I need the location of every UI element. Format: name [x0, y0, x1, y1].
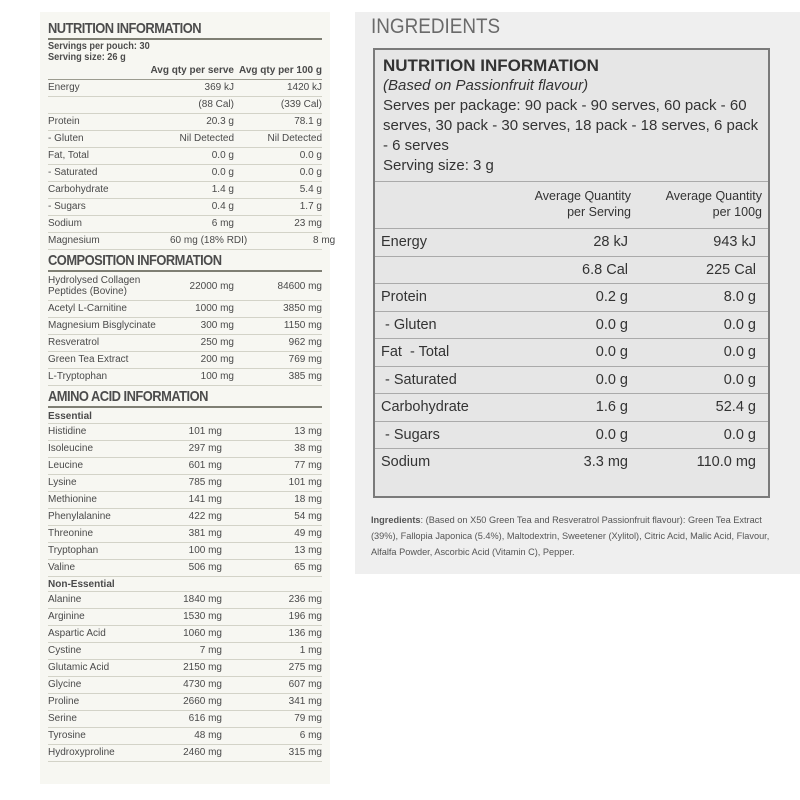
essential-per-serve: 785 mg: [188, 477, 222, 488]
composition-per-serve: 100 mg: [200, 371, 234, 382]
essential-per-100: 77 mg: [294, 460, 322, 471]
composition-rule: [48, 270, 322, 272]
nutrition-per-serve: 369 kJ: [204, 82, 234, 93]
nutrition-box: [373, 48, 770, 498]
nutrition-per-serve: 0.4 g: [211, 201, 234, 212]
composition-per-100: 1150 mg: [283, 320, 322, 331]
box-per-serve: 0.0 g: [595, 344, 628, 361]
nutrition-row: [48, 97, 322, 114]
ingredients-list: : (Based on X50 Green Tea and Resveratrol Passionfruit flavour): Green Tea Extract (39%), Fallopia Japonica (5.4%), Maltodextrin, Sweetener (Xylitol), Citric Acid, Malic Acid, Flavour, Alfalfa Powder, Ascorbic Acid (Vitamin C), Pepper.: [371, 515, 770, 557]
nonessential-per-100: 607 mg: [288, 679, 322, 690]
nutrition-row: [48, 131, 322, 148]
nutrition-row: [48, 148, 322, 165]
box-per-serve: 0.0 g: [595, 316, 628, 333]
nonessential-label: Serine: [48, 713, 77, 724]
box-per-serve: 0.0 g: [595, 371, 628, 388]
nonessential-per-100: 1 mg: [299, 645, 322, 656]
box-header-100: [631, 188, 762, 220]
serves-text: Serves per package: 90 pack - 90 serves, 60 pack - 60 serves, 30 pack - 30 serves, 18 pack - 18 serves, 6 pack - 6 serves: [383, 97, 759, 154]
essential-row: [48, 441, 322, 458]
nutrition-per-100: Nil Detected: [267, 133, 322, 144]
box-per-100: 8.0 g: [723, 289, 756, 306]
right-ingredients-panel: [355, 12, 800, 574]
nonessential-row: [48, 592, 322, 609]
nutrition-label: - Saturated: [48, 167, 98, 178]
essential-row: [48, 458, 322, 475]
essential-per-serve: 297 mg: [188, 443, 222, 454]
nutrition-per-100: 8 mg: [313, 235, 336, 246]
composition-label: L-Tryptophan: [48, 371, 108, 382]
box-row: [375, 283, 768, 311]
essential-per-serve: 422 mg: [188, 511, 222, 522]
nutrition-per-100: (339 Cal): [280, 99, 322, 110]
nonessential-per-serve: 2460 mg: [183, 747, 222, 758]
box-per-100: 0.0 g: [723, 316, 756, 333]
box-per-100: 943 kJ: [713, 234, 756, 251]
box-per-serve: 3.3 mg: [583, 454, 628, 471]
box-label: Protein: [381, 289, 427, 306]
composition-per-serve: 22000 mg: [189, 280, 234, 292]
nonessential-per-100: 275 mg: [288, 662, 322, 673]
nutrition-per-serve: 0.0 g: [211, 167, 234, 178]
nutrition-per-serve: 60 mg (18% RDI): [170, 235, 248, 246]
box-per-serve: 0.0 g: [595, 426, 628, 443]
nonessential-rows: [48, 592, 322, 762]
nutrition-per-100: 78.1 g: [294, 116, 322, 127]
nonessential-row: [48, 694, 322, 711]
nutrition-row: [48, 199, 322, 216]
nonessential-per-100: 136 mg: [288, 628, 322, 639]
essential-label: Phenylalanine: [48, 511, 111, 522]
box-row: [375, 366, 768, 394]
title-rule: [48, 38, 322, 40]
nutrition-row: [48, 182, 322, 199]
essential-row: [48, 560, 322, 577]
box-row: [375, 228, 768, 256]
box-header-row: [375, 181, 768, 228]
nonessential-row: [48, 711, 322, 728]
nonessential-label: Tyrosine: [48, 730, 86, 741]
nutrition-per-100: 5.4 g: [299, 184, 322, 195]
essential-label: Histidine: [48, 426, 87, 437]
essential-per-100: 13 mg: [294, 545, 322, 556]
nonessential-per-100: 341 mg: [288, 696, 322, 707]
box-label: Fat - Total: [381, 344, 450, 361]
composition-per-100: 962 mg: [288, 337, 322, 348]
box-label: - Saturated: [381, 371, 457, 388]
composition-rows: [48, 273, 322, 386]
nutrition-per-100: 23 mg: [294, 218, 322, 229]
box-title: NUTRITION INFORMATION: [383, 56, 599, 75]
box-per-serve: 6.8 Cal: [582, 261, 628, 278]
serving-size-text: Serving size: 3 g: [383, 157, 494, 174]
composition-per-100: 3850 mg: [283, 303, 322, 314]
left-nutrition-panel: [40, 12, 336, 784]
nutrition-label: Magnesium: [48, 235, 100, 246]
composition-per-100: 84600 mg: [277, 280, 322, 292]
nonessential-per-serve: 1060 mg: [183, 628, 222, 639]
nutrition-per-serve: (88 Cal): [198, 99, 234, 110]
essential-row: [48, 475, 322, 492]
box-label: Carbohydrate: [381, 399, 469, 416]
essential-label: Tryptophan: [48, 545, 99, 556]
nonessential-per-serve: 7 mg: [199, 645, 222, 656]
box-per-serve: 28 kJ: [593, 234, 628, 251]
nutrition-per-serve: 20.3 g: [206, 116, 234, 127]
composition-label: Hydrolysed Collagen Peptides (Bovine): [48, 275, 141, 297]
essential-label: Essential: [48, 409, 322, 424]
box-row: [375, 393, 768, 421]
box-label: - Sugars: [381, 426, 440, 443]
box-header-blank: [375, 188, 501, 220]
ingredients-text: [371, 512, 791, 560]
nutrition-title: NUTRITION INFORMATION: [48, 20, 202, 37]
composition-per-serve: 200 mg: [200, 354, 234, 365]
box-per-100: 225 Cal: [706, 261, 756, 278]
composition-per-serve: 250 mg: [200, 337, 234, 348]
nonessential-label: Non-Essential: [48, 577, 322, 592]
nutrition-per-serve: 1.4 g: [211, 184, 234, 195]
header-per-serve: Avg qty per serve: [150, 65, 234, 76]
nonessential-per-serve: 4730 mg: [183, 679, 222, 690]
composition-per-serve: 300 mg: [200, 320, 234, 331]
nutrition-row: [48, 114, 322, 131]
nonessential-row: [48, 643, 322, 660]
nonessential-per-serve: 616 mg: [188, 713, 222, 724]
box-header-serving-line1: Average Quantity: [534, 189, 631, 203]
essential-per-100: 65 mg: [294, 562, 322, 573]
composition-row: [48, 352, 322, 369]
box-header-100-line2: per 100g: [712, 205, 762, 219]
amino-rule: [48, 406, 322, 408]
composition-row: [48, 369, 322, 386]
nonessential-row: [48, 677, 322, 694]
nutrition-label: - Sugars: [48, 201, 86, 212]
nutrition-row: [48, 233, 336, 250]
essential-per-100: 54 mg: [294, 511, 322, 522]
header-per-100g: Avg qty per 100 g: [239, 65, 322, 76]
nonessential-per-serve: 1530 mg: [183, 611, 222, 622]
nonessential-per-100: 196 mg: [288, 611, 322, 622]
nonessential-label: Hydroxyproline: [48, 747, 115, 758]
box-per-100: 0.0 g: [723, 371, 756, 388]
composition-label: Magnesium Bisglycinate: [48, 320, 156, 331]
composition-row: [48, 273, 322, 301]
nutrition-rows: [48, 80, 336, 250]
essential-rows: [48, 424, 322, 577]
box-label: - Gluten: [381, 316, 437, 333]
composition-per-100: 385 mg: [288, 371, 322, 382]
servings-per-pouch: Servings per pouch: 30: [48, 41, 150, 52]
nutrition-label: Protein: [48, 116, 80, 127]
box-header-serving: [501, 188, 631, 220]
nutrition-row: [48, 216, 322, 233]
essential-per-100: 13 mg: [294, 426, 322, 437]
nonessential-label: Proline: [48, 696, 80, 707]
nutrition-row: [48, 80, 322, 97]
essential-per-serve: 506 mg: [188, 562, 222, 573]
nonessential-per-serve: 2150 mg: [183, 662, 222, 673]
composition-row: [48, 301, 322, 318]
box-per-100: 0.0 g: [723, 426, 756, 443]
composition-title: COMPOSITION INFORMATION: [48, 252, 222, 269]
nonessential-row: [48, 626, 322, 643]
nutrition-row: [48, 165, 322, 182]
composition-per-serve: 1000 mg: [195, 303, 234, 314]
nonessential-per-100: 6 mg: [299, 730, 322, 741]
ingredients-heading: INGREDIENTS: [371, 15, 501, 38]
box-header-100-line1: Average Quantity: [665, 189, 762, 203]
nutrition-label: Sodium: [48, 218, 82, 229]
box-row: [375, 256, 768, 284]
box-per-100: 52.4 g: [715, 399, 756, 416]
essential-label: Methionine: [48, 494, 97, 505]
box-label: Sodium: [381, 454, 431, 471]
nutrition-per-100: 1.7 g: [299, 201, 322, 212]
header-blank: [48, 65, 140, 76]
nutrition-label: Energy: [48, 82, 80, 93]
composition-row: [48, 318, 322, 335]
nutrition-label: Fat, Total: [48, 150, 89, 161]
amino-title: AMINO ACID INFORMATION: [48, 388, 208, 405]
nutrition-per-100: 1420 kJ: [286, 82, 322, 93]
essential-per-100: 38 mg: [294, 443, 322, 454]
nonessential-per-serve: 48 mg: [194, 730, 222, 741]
nutrition-per-serve: Nil Detected: [179, 133, 234, 144]
nonessential-label: Glutamic Acid: [48, 662, 110, 673]
ingredients-label: Ingredients: [371, 515, 421, 525]
composition-label: Green Tea Extract: [48, 354, 129, 365]
nutrition-label: Carbohydrate: [48, 184, 109, 195]
box-per-serve: 1.6 g: [595, 399, 628, 416]
nutrition-per-serve: 0.0 g: [211, 150, 234, 161]
essential-row: [48, 492, 322, 509]
nonessential-label: Alanine: [48, 594, 82, 605]
nonessential-label: Cystine: [48, 645, 82, 656]
nutrition-per-100: 0.0 g: [299, 167, 322, 178]
nonessential-per-serve: 2660 mg: [183, 696, 222, 707]
box-row: [375, 311, 768, 339]
box-per-serve: 0.2 g: [595, 289, 628, 306]
composition-row: [48, 335, 322, 352]
essential-row: [48, 424, 322, 441]
nonessential-label: Aspartic Acid: [48, 628, 106, 639]
nutrition-per-serve: 6 mg: [211, 218, 234, 229]
essential-per-serve: 141 mg: [188, 494, 222, 505]
composition-per-100: 769 mg: [288, 354, 322, 365]
nonessential-per-100: 79 mg: [294, 713, 322, 724]
box-row: [375, 338, 768, 366]
essential-row: [48, 526, 322, 543]
nonessential-row: [48, 745, 322, 762]
box-per-100: 110.0 mg: [696, 454, 756, 471]
nonessential-row: [48, 660, 322, 677]
based-on-text: (Based on Passionfruit flavour): [383, 77, 589, 94]
essential-label: Threonine: [48, 528, 94, 539]
box-per-100: 0.0 g: [723, 344, 756, 361]
essential-label: Lysine: [48, 477, 77, 488]
essential-per-100: 18 mg: [294, 494, 322, 505]
essential-per-serve: 381 mg: [188, 528, 222, 539]
essential-row: [48, 509, 322, 526]
nutrition-header-row: [48, 63, 322, 80]
essential-per-serve: 100 mg: [188, 545, 222, 556]
box-header-serving-line2: per Serving: [567, 205, 631, 219]
nonessential-row: [48, 609, 322, 626]
nonessential-per-serve: 1840 mg: [183, 594, 222, 605]
nonessential-label: Arginine: [48, 611, 85, 622]
nutrition-per-100: 0.0 g: [299, 150, 322, 161]
essential-label: Leucine: [48, 460, 84, 471]
essential-row: [48, 543, 322, 560]
box-row: [375, 421, 768, 449]
essential-label: Valine: [48, 562, 76, 573]
essential-per-100: 49 mg: [294, 528, 322, 539]
composition-label: Resveratrol: [48, 337, 100, 348]
composition-label: Acetyl L-Carnitine: [48, 303, 127, 314]
nonessential-row: [48, 728, 322, 745]
essential-per-serve: 601 mg: [188, 460, 222, 471]
essential-label: Isoleucine: [48, 443, 94, 454]
essential-per-serve: 101 mg: [188, 426, 222, 437]
box-row: [375, 448, 768, 476]
nonessential-label: Glycine: [48, 679, 82, 690]
nonessential-per-100: 236 mg: [288, 594, 322, 605]
box-rows: [375, 228, 768, 476]
box-label: Energy: [381, 234, 427, 251]
nonessential-per-100: 315 mg: [288, 747, 322, 758]
nutrition-label: - Gluten: [48, 133, 84, 144]
serving-size: Serving size: 26 g: [48, 52, 126, 63]
essential-per-100: 101 mg: [288, 477, 322, 488]
